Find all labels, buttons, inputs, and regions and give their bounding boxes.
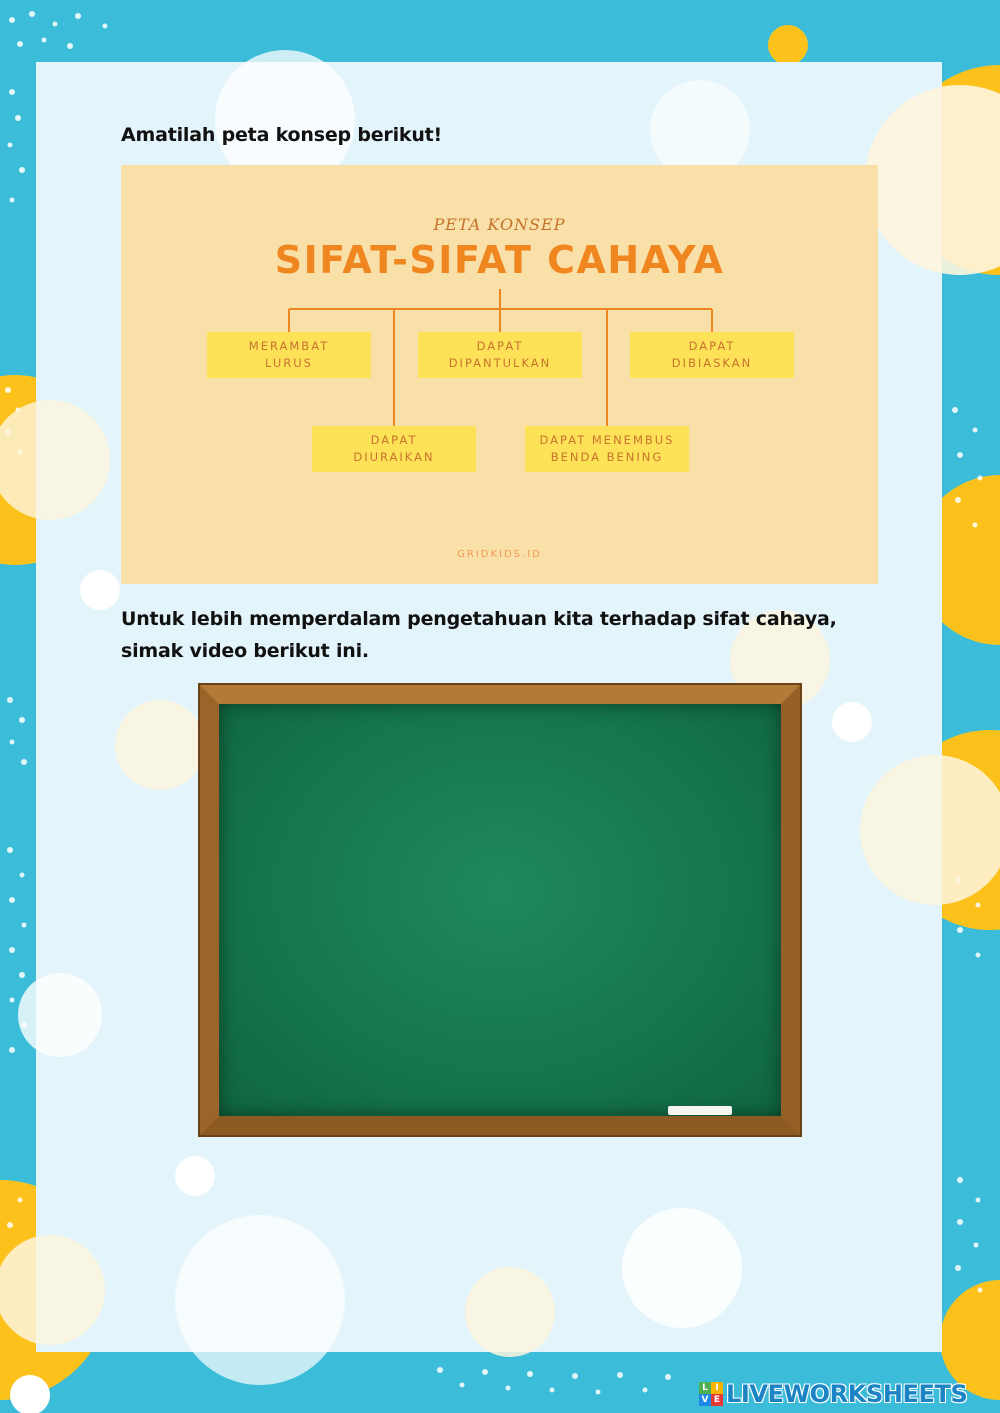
liveworksheets-logo	[699, 1379, 967, 1409]
concept-map-image	[121, 165, 878, 584]
chalk-piece	[668, 1106, 732, 1115]
instruction-observe-concept-map: Amatilah peta konsep berikut!	[121, 124, 442, 146]
concept-box-dapat-menembus-benda-bening: DAPAT MENEMBUS BENDA BENING	[525, 426, 689, 472]
liveworksheets-logo-text: LIVEWORKSHEETS	[726, 1380, 968, 1408]
concept-map-title: SIFAT-SIFAT CAHAYA	[274, 238, 725, 282]
logo-letter-l: L	[699, 1382, 711, 1394]
logo-letter-v: V	[699, 1394, 711, 1406]
logo-letter-e: E	[711, 1394, 723, 1406]
instruction-watch-video: Untuk lebih memperdalam pengetahuan kita terhadap sifat cahaya, simak video berikut ini.	[121, 608, 837, 662]
concept-map-source: GRIDKIDS.ID	[457, 549, 542, 560]
liveworksheets-logo-icon	[699, 1382, 723, 1406]
concept-box-merambat-lurus: MERAMBAT LURUS	[207, 332, 371, 378]
concept-box-dapat-dipantulkan: DAPAT DIPANTULKAN	[418, 332, 582, 378]
concept-box-dapat-diuraikan: DAPAT DIURAIKAN	[312, 426, 476, 472]
concept-map-subtitle: PETA KONSEP	[433, 215, 566, 234]
concept-box-dapat-dibiaskan: DAPAT DIBIASKAN	[630, 332, 794, 378]
logo-letter-i: I	[711, 1382, 723, 1394]
video-chalkboard-frame[interactable]	[200, 685, 800, 1135]
